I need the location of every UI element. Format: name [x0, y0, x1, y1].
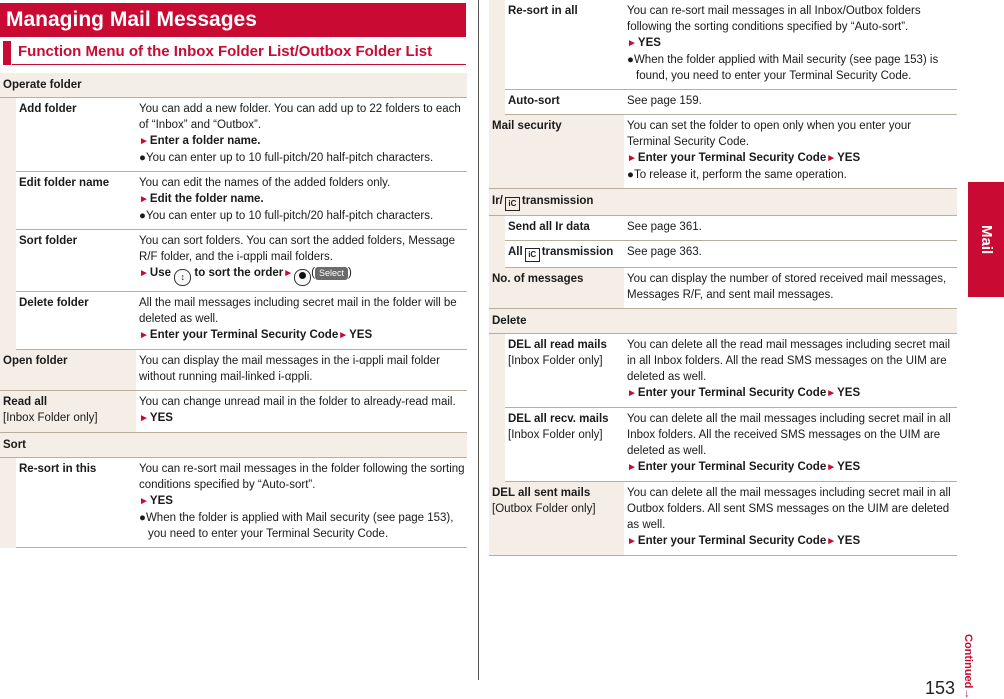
subtitle-marker: [3, 41, 11, 65]
row-no-of-messages: [489, 268, 957, 309]
item-label: Open folder: [0, 350, 136, 391]
indent-cell: [489, 334, 505, 482]
row-send-all-ir: [489, 216, 957, 241]
item-label: Sort folder: [16, 230, 136, 292]
item-desc: See page 159.: [624, 90, 957, 115]
indent-cell: [489, 216, 505, 268]
row-delete-folder: [0, 292, 467, 350]
continued-label: Continued→: [962, 634, 974, 699]
center-key-icon: [294, 269, 311, 286]
column-divider: [478, 0, 479, 680]
row-resort-in-this: [0, 458, 467, 548]
item-desc: You can sort folders. You can sort the added folders, Message R/F folder, and the i-αppli mail folders. ►Use ↕ to sort the order► ( Select ): [136, 230, 467, 292]
item-desc: You can display the number of stored received mail messages, Messages R/F, and sent mail messages.: [624, 268, 957, 309]
row-del-all-recv: [489, 408, 957, 482]
item-desc: You can set the folder to open only when you enter your Terminal Security Code. ►Enter your Terminal Security Code►YES ●To release it, perform the same operation.: [624, 115, 957, 189]
section-label: Operate folder: [0, 73, 467, 98]
left-column: [0, 73, 467, 548]
nav-key-icon: ↕: [174, 269, 191, 286]
ic-transmission-icon: iC: [525, 248, 540, 262]
item-desc: You can display the mail messages in the i-αppli mail folder without running mail-linked i-αppli.: [136, 350, 467, 391]
arrow-icon: ►: [627, 38, 637, 49]
chapter-tab: [968, 182, 1004, 297]
item-label: DEL all sent mails [Outbox Folder only]: [489, 482, 624, 556]
row-add-folder: [0, 98, 467, 172]
item-desc: You can change unread mail in the folder to already-read mail. ►YES: [136, 391, 467, 433]
bullet-icon: ●: [139, 152, 146, 164]
section-label: Ir/ iC transmission: [489, 189, 957, 216]
bullet-icon: ●: [139, 512, 146, 524]
item-desc: You can edit the names of the added folders only. ►Edit the folder name. ●You can enter up to 10 full-pitch/20 half-pitch characters.: [136, 172, 467, 230]
page-title: Managing Mail Messages: [0, 3, 466, 37]
ic-transmission-icon: iC: [505, 197, 520, 211]
section-delete: [489, 309, 957, 334]
indent-cell: [0, 458, 16, 548]
row-mail-security: [489, 115, 957, 189]
chapter-tab-label: Mail: [978, 224, 995, 255]
right-function-table: [489, 0, 957, 556]
row-open-folder: [0, 350, 467, 391]
item-desc: All the mail messages including secret mail in the folder will be deleted as well. ►Enter your Terminal Security Code►YES: [136, 292, 467, 350]
section-subtitle: [0, 40, 466, 66]
item-label: Re-sort in this: [16, 458, 136, 548]
arrow-icon: ►: [826, 388, 837, 399]
arrow-icon: ►: [139, 496, 149, 507]
section-label: Sort: [0, 433, 467, 458]
subtitle-rule: [12, 64, 466, 65]
item-label: Re-sort in all: [505, 0, 624, 90]
arrow-icon: ►: [338, 330, 349, 341]
section-label: Delete: [489, 309, 957, 334]
row-del-all-sent: [489, 482, 957, 556]
bullet-icon: ●: [139, 210, 146, 222]
subtitle-text: Function Menu of the Inbox Folder List/Outbox Folder List: [18, 43, 433, 60]
item-desc: You can re-sort mail messages in the folder following the sorting conditions specified by “Auto-sort”. ►YES ●When the folder is applied with Mail security (see page 153), you need to enter your Terminal Security Code.: [136, 458, 467, 548]
bullet-icon: ●: [627, 169, 634, 181]
item-label: No. of messages: [489, 268, 624, 309]
item-label: Add folder: [16, 98, 136, 172]
section-sort: [0, 433, 467, 458]
item-desc: See page 363.: [624, 241, 957, 268]
item-desc: You can add a new folder. You can add up to 22 folders to each of “Inbox” and “Outbox”. ►Enter a folder name. ●You can enter up to 10 full-pitch/20 half-pitch characters.: [136, 98, 467, 172]
item-desc: You can delete all the mail messages including secret mail in all Outbox folders. All sent SMS messages on the UIM are deleted as well. ►Enter your Terminal Security Code►YES: [624, 482, 957, 556]
row-sort-folder: [0, 230, 467, 292]
bullet-icon: ●: [627, 54, 634, 66]
item-label: All iC transmission: [505, 241, 624, 268]
item-desc: You can delete all the read mail messages including secret mail in all Inbox folders. All the read SMS messages on the UIM are deleted as well. ►Enter your Terminal Security Code►YES: [624, 334, 957, 408]
item-label: Mail security: [489, 115, 624, 189]
item-label: Read all [Inbox Folder only]: [0, 391, 136, 433]
left-function-table: [0, 73, 467, 548]
row-resort-in-all: [489, 0, 957, 90]
item-label: Auto-sort: [505, 90, 624, 115]
item-desc: You can re-sort mail messages in all Inbox/Outbox folders following the sorting conditions specified by “Auto-sort”. ►YES ●When the folder applied with Mail security (see page 153) is found, you need to enter your Terminal Security Code.: [624, 0, 957, 90]
arrow-icon: ►: [283, 268, 294, 279]
arrow-icon: ►: [139, 194, 149, 205]
arrow-icon: ►: [826, 153, 837, 164]
arrow-icon: ►: [139, 136, 149, 147]
arrow-icon: ►: [627, 536, 637, 547]
item-label: Delete folder: [16, 292, 136, 350]
item-desc: You can delete all the mail messages including secret mail in all Inbox folders. All the received SMS messages on the UIM are deleted as well. ►Enter your Terminal Security Code►YES: [624, 408, 957, 482]
item-label: DEL all recv. mails [Inbox Folder only]: [505, 408, 624, 482]
indent-cell: [489, 0, 505, 115]
arrow-icon: ►: [139, 268, 149, 279]
item-label: Edit folder name: [16, 172, 136, 230]
arrow-icon: ►: [826, 462, 837, 473]
indent-cell: [0, 98, 16, 350]
item-desc: See page 361.: [624, 216, 957, 241]
row-read-all: [0, 391, 467, 433]
page-number: 153: [925, 678, 956, 698]
arrow-icon: ►: [826, 536, 837, 547]
item-label: DEL all read mails [Inbox Folder only]: [505, 334, 624, 408]
section-operate-folder: [0, 73, 467, 98]
right-column: [489, 0, 957, 556]
row-del-all-read: [489, 334, 957, 408]
row-edit-folder-name: [0, 172, 467, 230]
arrow-icon: ►: [627, 388, 637, 399]
arrow-icon: ►: [627, 462, 637, 473]
select-softkey-icon: Select: [315, 267, 348, 280]
row-auto-sort: [489, 90, 957, 115]
arrow-icon: ►: [139, 330, 149, 341]
arrow-icon: ►: [627, 153, 637, 164]
row-all-transmission: [489, 241, 957, 268]
section-ir-transmission: [489, 189, 957, 216]
arrow-icon: ►: [139, 413, 149, 424]
item-label: Send all Ir data: [505, 216, 624, 241]
